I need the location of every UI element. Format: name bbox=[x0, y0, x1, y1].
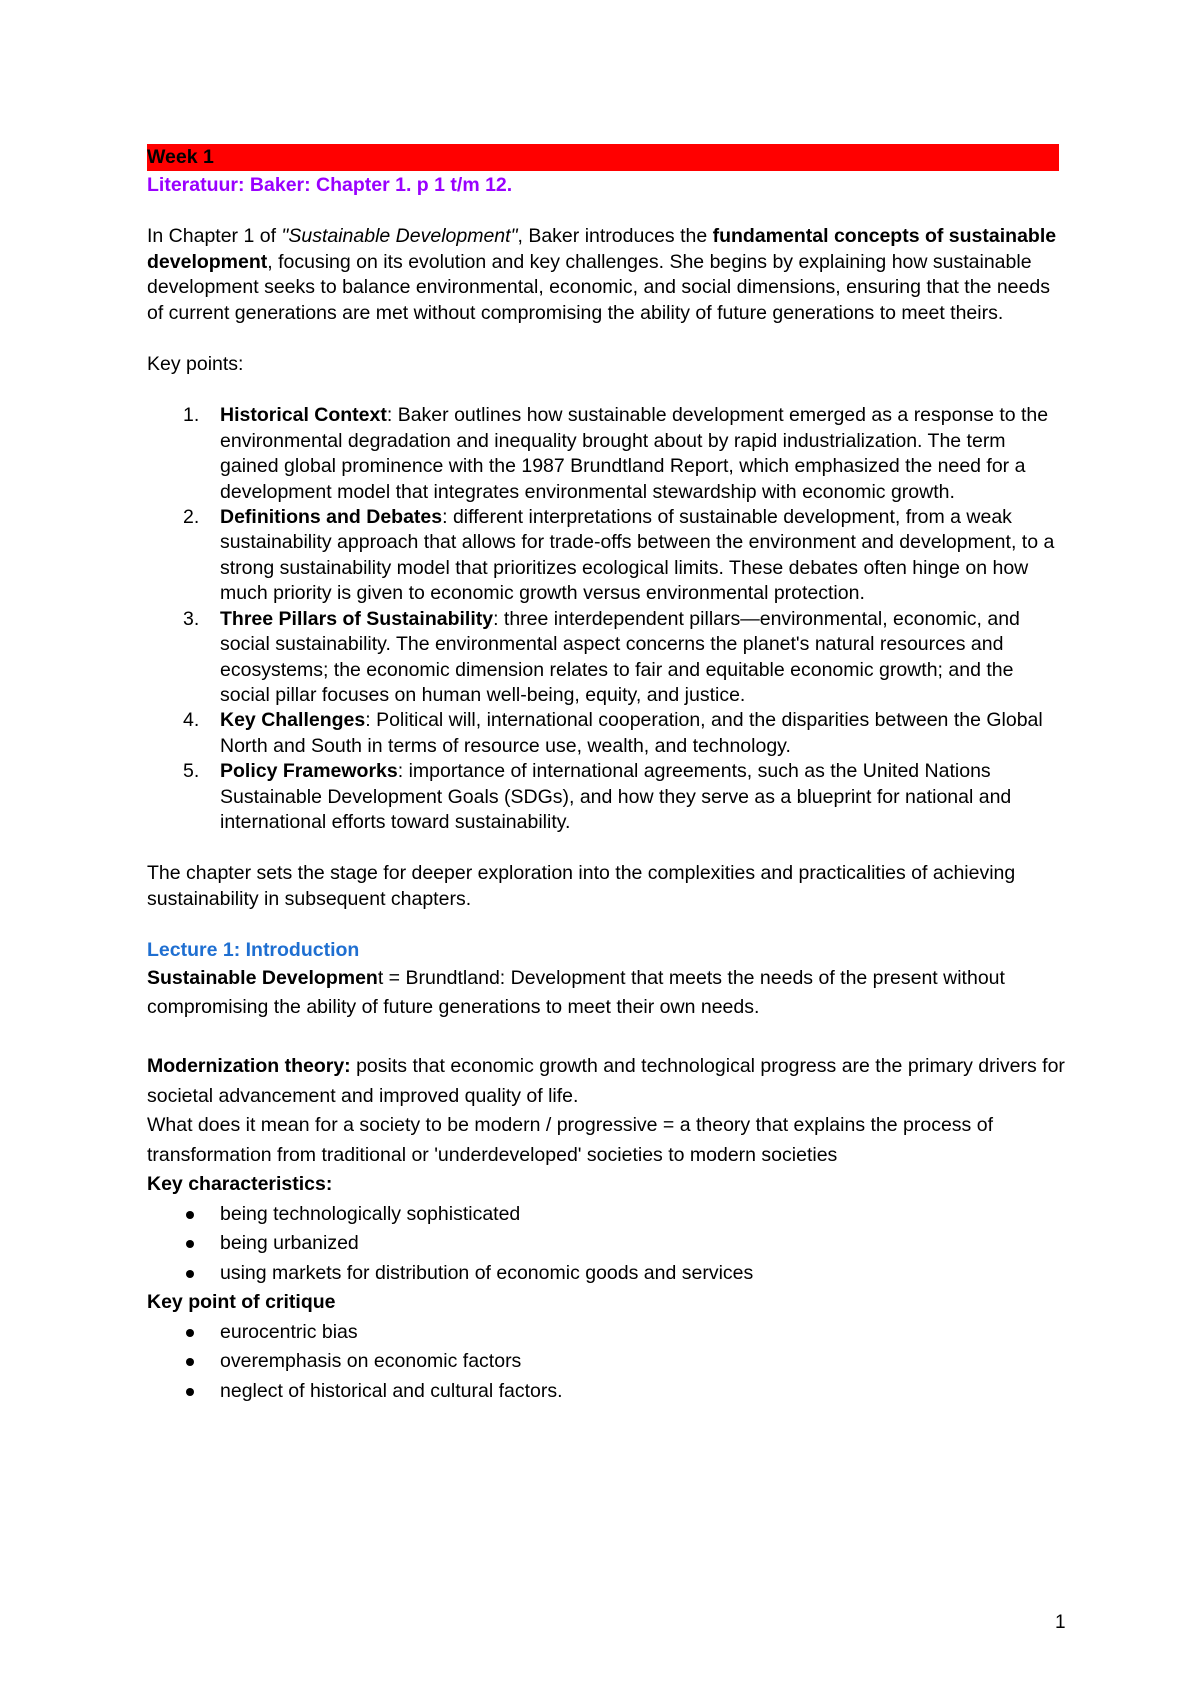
key-point-item bbox=[147, 759, 1067, 835]
key-characteristics-list bbox=[147, 1200, 1067, 1289]
key-point-text: : Political will, international cooperation, and the disparities between the Global North and South in terms of resource use, wealth, and technology. bbox=[220, 709, 1043, 757]
key-point-item bbox=[147, 708, 1067, 759]
key-point-item bbox=[147, 505, 1067, 607]
key-point-title: Historical Context bbox=[220, 404, 387, 427]
key-point-item bbox=[147, 403, 1067, 505]
key-point-number: 2. bbox=[183, 506, 200, 529]
modernization-question: What does it mean for a society to be modern / progressive = a theory that explains the process of transformation from traditional or 'underdeveloped' societies to modern societies bbox=[147, 1114, 993, 1166]
key-point-title: Three Pillars of Sustainability bbox=[220, 607, 494, 630]
bullet-icon bbox=[186, 1358, 194, 1366]
bullet-icon bbox=[186, 1240, 194, 1248]
list-item bbox=[147, 1347, 1067, 1377]
key-point-number: 4. bbox=[183, 709, 200, 732]
lecture-notes bbox=[147, 964, 1067, 1407]
intro-text-3: , Baker introduces the bbox=[517, 225, 713, 248]
key-point-number: 3. bbox=[183, 607, 200, 630]
key-point-title: Policy Frameworks bbox=[220, 760, 398, 783]
list-item bbox=[147, 1259, 1067, 1289]
page-content bbox=[147, 144, 1067, 1406]
key-characteristics-label-text: Key characteristics: bbox=[147, 1173, 333, 1196]
key-point-number: 5. bbox=[183, 760, 200, 783]
list-item-text: overemphasis on economic factors bbox=[220, 1350, 522, 1373]
list-item-text: eurocentric bias bbox=[220, 1320, 358, 1343]
literature-line: Literatuur: Baker: Chapter 1. p 1 t/m 12. bbox=[147, 174, 513, 196]
list-item-text: using markets for distribution of economic goods and services bbox=[220, 1261, 754, 1284]
week-heading: Week 1 bbox=[147, 144, 1059, 171]
list-item-text: neglect of historical and cultural factors. bbox=[220, 1379, 563, 1402]
key-point-text: : three interdependent pillars—environmental, economic, and social sustainability. The environmental aspect concerns the planet's natural resources and ecosystems; the economic dimension relates to fair and equitable economic growth; and the social pillar focuses on human well-being, equity, and justice. bbox=[220, 607, 1020, 706]
critique-label bbox=[147, 1288, 1067, 1318]
bullet-icon bbox=[186, 1388, 194, 1396]
key-point-text: : importance of international agreements, such as the United Nations Sustainable Development Goals (SDGs), and how they serve as a blueprint for national and international efforts toward sustainability. bbox=[220, 760, 1012, 833]
lecture-heading: Lecture 1: Introduction bbox=[147, 939, 360, 962]
key-point-title: Key Challenges bbox=[220, 709, 366, 732]
modernization-paragraph bbox=[147, 1052, 1067, 1111]
bullet-icon bbox=[186, 1211, 194, 1219]
bullet-icon bbox=[186, 1270, 194, 1278]
list-item bbox=[147, 1377, 1067, 1407]
key-point-number: 1. bbox=[183, 404, 200, 427]
bullet-icon bbox=[186, 1329, 194, 1337]
key-point-item bbox=[147, 607, 1067, 709]
intro-concepts: fundamental concepts of sustainable development bbox=[147, 225, 1057, 273]
sd-definition-text: t = Brundtland: Development that meets the needs of the present without compromising the ability of future generations to meet their own needs. bbox=[147, 966, 1005, 1019]
key-point-title: Definitions and Debates bbox=[220, 506, 443, 529]
sd-term: Sustainable Developmen bbox=[147, 966, 378, 989]
critique-label-text: Key point of critique bbox=[147, 1291, 336, 1314]
intro-book-title: "Sustainable Development" bbox=[281, 225, 518, 248]
sd-definition bbox=[147, 964, 1067, 1023]
list-item bbox=[147, 1200, 1067, 1230]
page-number: 1 bbox=[1055, 1612, 1066, 1633]
intro-text-1: In Chapter 1 of bbox=[147, 225, 282, 248]
key-points-list bbox=[147, 403, 1067, 835]
list-item-text: being urbanized bbox=[220, 1232, 359, 1255]
modernization-text: posits that economic growth and technological progress are the primary drivers for societal advancement and improved quality of life. bbox=[147, 1055, 1065, 1107]
list-item bbox=[147, 1318, 1067, 1348]
list-item-text: being technologically sophisticated bbox=[220, 1202, 521, 1225]
list-item bbox=[147, 1229, 1067, 1259]
key-point-text: : different interpretations of sustainable development, from a weak sustainability approach that allows for trade-offs between the environment and development, to a strong sustainability model that prioritizes ecological limits. These debates often hinge on how much priority is given to economic growth versus environmental protection. bbox=[220, 506, 1055, 605]
critique-list bbox=[147, 1318, 1067, 1407]
key-characteristics-label bbox=[147, 1170, 1067, 1200]
modernization-term: Modernization theory: bbox=[147, 1055, 351, 1078]
key-point-text: : Baker outlines how sustainable development emerged as a response to the environmental degradation and inequality brought about by rapid industrialization. The term gained global prominence with the 1987 Brundtland Report, which emphasized the need for a development model that integrates environmental stewardship with economic growth. bbox=[220, 404, 1049, 503]
closing-paragraph: The chapter sets the stage for deeper exploration into the complexities and practicalities of achieving sustainability in subsequent chapters. bbox=[147, 862, 1016, 910]
intro-paragraph bbox=[147, 224, 1067, 326]
intro-text-5: , focusing on its evolution and key challenges. She begins by explaining how sustainable development seeks to balance environmental, economic, and social dimensions, ensuring that the needs of current generations are met without compromising the ability of future generations to meet theirs. bbox=[147, 250, 1050, 324]
key-points-label: Key points: bbox=[147, 353, 244, 376]
